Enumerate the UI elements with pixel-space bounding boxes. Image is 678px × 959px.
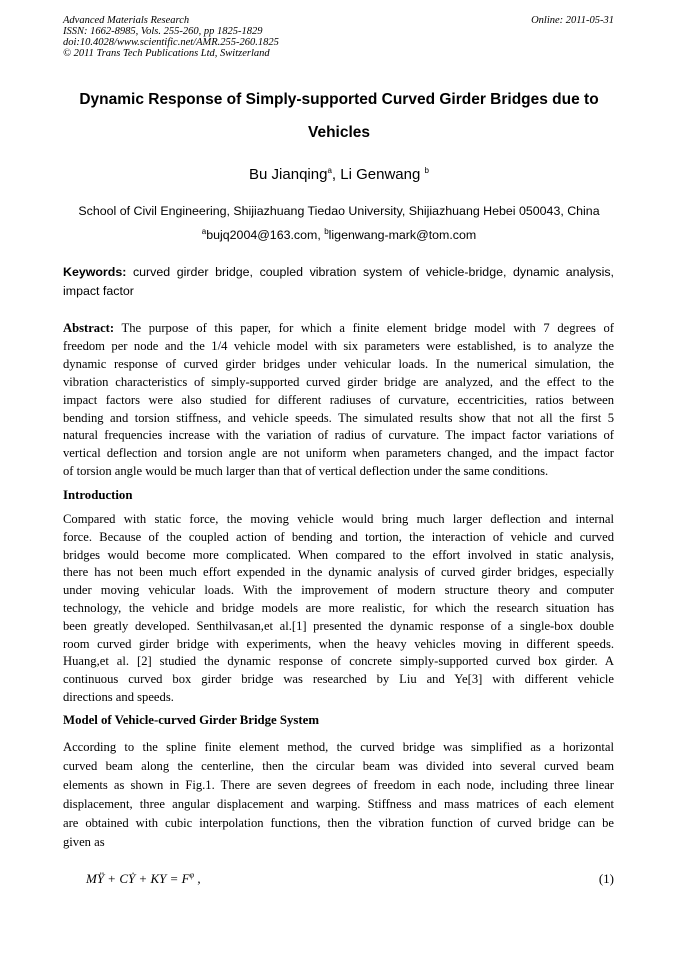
online-date: Online: 2011-05-31: [531, 15, 614, 26]
paper-title-line2: Vehicles: [307, 124, 371, 141]
introduction-line: Compared with static force, the moving vehicle would bring much larger deflection and internal: [63, 512, 614, 526]
model-line: displacement, three angular displacement and warping. Stiffness and mass matrices of each element: [63, 797, 614, 811]
abstract-line: vibration characteristics of simply-supported curved girder bridge are analyzed, and the effect to the: [63, 374, 614, 389]
introduction-line: been greatly developed. Senthilvasan,et al.[1] presented the dynamic response of a single-box double: [63, 618, 614, 633]
author-2: Li Genwang: [340, 166, 425, 183]
paper-title-line1: Dynamic Response of Simply-supported Curved Girder Bridges due to: [79, 91, 599, 108]
introduction-line: room curved girder bridge with experiments, when the heavy vehicles moving in different speeds.: [63, 636, 614, 651]
equation-tail: ,: [194, 871, 201, 886]
keywords: [63, 263, 614, 301]
author-1-sup: a: [327, 166, 332, 175]
abstract-line: bending and torsion stiffness, and vehicle speeds. The simulated results show that not all the first 5: [63, 410, 614, 425]
journal-header: [63, 15, 279, 59]
email-1[interactable]: bujq2004@163.com,: [206, 228, 325, 242]
emails: [40, 228, 638, 242]
keywords-label: Keywords:: [63, 265, 127, 279]
abstract-body: [63, 338, 614, 481]
author-2-sup: b: [424, 166, 429, 175]
introduction-line: continuous curved box girder bridge was researched by Liu and Ye[3] with different vehicle: [63, 672, 614, 687]
equation-number: (1): [598, 871, 614, 886]
abstract-label: Abstract:: [63, 321, 115, 335]
keywords-text: curved girder bridge, coupled vibration system of vehicle-bridge, dynamic analysis,: [126, 265, 614, 279]
model-line: are obtained with cubic interpolation functions, then the vibration function of curved bridge can be: [63, 816, 614, 830]
author-separator: ,: [331, 166, 341, 183]
abstract: [63, 320, 614, 481]
email-2-sup: b: [324, 226, 329, 236]
introduction-line: directions and speeds.: [63, 689, 174, 704]
issn: ISSN: 1662-8985, Vols. 255-260, pp 1825-1829: [63, 26, 263, 37]
equation-1: [86, 871, 201, 887]
equation-text: MŸ + CẎ + KY = F: [86, 871, 190, 886]
keywords-line: [63, 263, 614, 282]
authors: [40, 166, 638, 183]
model-body: [63, 738, 614, 852]
model-heading: Model of Vehicle-curved Girder Bridge System: [63, 713, 320, 727]
email-2[interactable]: ligenwang-mark@tom.com: [328, 228, 477, 242]
introduction-line: bridges would become more complicated. When compared to the effort involved in static analysis,: [63, 547, 614, 562]
model-line: elements as shown in Fig.1. There are seven degrees of freedom in each node, including three linear: [63, 778, 614, 792]
model-line: curved beam along the centerline, then the circular beam was divided into several curved beam: [63, 759, 614, 773]
abstract-line: natural frequencies increase with the variation of radius of curvature. The impact factor variations of: [63, 428, 614, 443]
affiliation: School of Civil Engineering, Shijiazhuang Tiedao University, Shijiazhuang Hebei 050043, China: [78, 204, 600, 218]
model-line: given as: [63, 835, 105, 849]
copyright: © 2011 Trans Tech Publications Ltd, Switzerland: [63, 48, 270, 59]
introduction-body: [63, 511, 614, 707]
journal-name: Advanced Materials Research: [63, 15, 190, 26]
abstract-line: vertical deflection and torsion angle are not uniform when parameters changed, and the impact factor: [63, 446, 614, 461]
equation-sup: φ: [189, 870, 195, 880]
introduction-line: Huang,et al. [2] studied the dynamic response of concrete simply-supported curved box girder. A: [63, 654, 614, 669]
abstract-line: impact factors were also studied for different radiuses of curvature, eccentricities, ratios between: [63, 392, 614, 407]
abstract-line: [63, 320, 614, 338]
introduction-line: under moving vehicular loads. With the improvement of modern structure theory and computer: [63, 583, 614, 598]
keywords-line: impact factor: [63, 284, 134, 298]
abstract-line: of torsion angle would be much larger than that of vertical deflection under the same conditions.: [63, 464, 549, 479]
introduction-line: force. Because of the coupled action of bending and tortion, the interaction of vehicle and curved: [63, 529, 614, 544]
email-1-sup: a: [201, 226, 207, 236]
abstract-line: freedom per node and the 1/4 vehicle model with six parameters were established, is to analyze the: [63, 338, 614, 353]
doi: doi:10.4028/www.scientific.net/AMR.255-260.1825: [63, 37, 279, 48]
introduction-line: there has not been much effort expended in the dynamic analysis of curved girder bridges, especially: [63, 565, 614, 580]
abstract-line: dynamic response of curved girder bridges under vehicular loads. In the numerical simulation, the: [63, 356, 614, 371]
author-1: Bu Jianqing: [249, 166, 328, 183]
introduction-line: technology, the vehicle and bridge models are more realistic, for which the research situation has: [63, 600, 614, 615]
abstract-text: The purpose of this paper, for which a finite element bridge model with 7 degrees of: [114, 321, 614, 335]
introduction-heading: Introduction: [63, 488, 133, 502]
model-line: According to the spline finite element method, the curved bridge was simplified as a horizontal: [63, 740, 614, 754]
